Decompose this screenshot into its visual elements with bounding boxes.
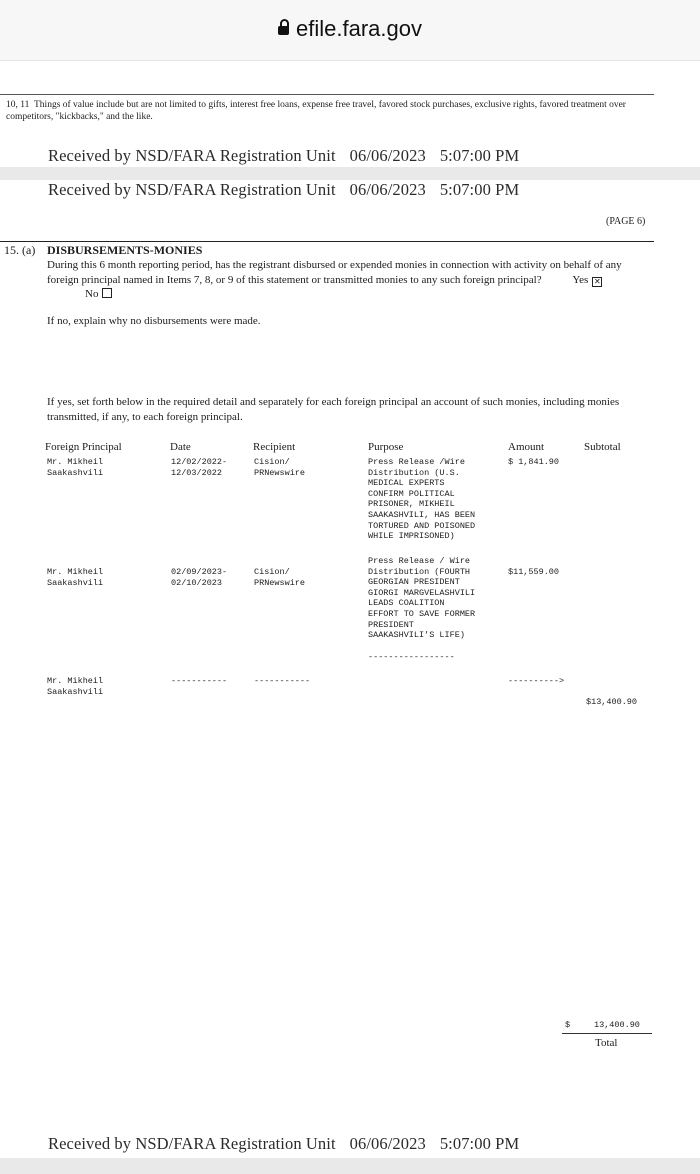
footnote-number: 10, 11 [6,100,30,110]
yes-checkbox[interactable]: ✕ [593,276,601,286]
row1-principal: Mr. Mikheil Saakashvili [47,457,104,478]
row3-amount: ----------> [508,676,565,686]
total-rule [562,1033,652,1034]
row1-recipient: Cision/ PRNewswire [254,457,306,478]
page-gap [0,167,700,180]
section-rule [0,241,654,242]
row2-purpose-rule: ----------------- [368,652,455,662]
col-header-recipient: Recipient [253,441,296,453]
received-stamp: Received by NSD/FARA Registration Unit 06/06/2023 5:07:00 PM [48,146,520,165]
row3-recipient: ----------- [254,676,311,686]
col-header-subtotal: Subtotal [584,441,621,453]
footnote [6,99,661,123]
section-number: 15. (a) [4,243,36,257]
browser-address-bar[interactable] [0,0,700,61]
row2-date: 02/09/2023- 02/10/2023 [171,567,228,588]
row1-purpose: Press Release /Wire Distribution (U.S. MEDICAL EXPERTS CONFIRM POLITICAL PRISONER, MIKHEIL SAAKASHVILI, HAS BEEN TORTURED AND POISONED WHILE IMPRISONED) [368,457,476,542]
col-header-foreign-principal: Foreign Principal [45,441,122,453]
row1-date: 12/02/2022- 12/03/2022 [171,457,228,478]
subtotal-value: $13,400.90 [586,697,638,707]
page-gap [0,1158,700,1174]
total-currency: $ [565,1020,571,1030]
no-checkbox[interactable] [102,288,112,298]
section-question: During this 6 month reporting period, has the registrant disbursed or expended monies in connection with activity on behalf of any foreign principal named in Items 7, 8, or 9 of this statement or transmitted monies to any such foreign principal? Yes ✕ No [47,259,622,300]
col-header-date: Date [170,441,191,453]
footnote-text: Things of value include but are not limited to gifts, interest free loans, expense free travel, favored stock purchases, exclusive rights, favored treatment over competitors, "kickbacks," and the like. [6,100,626,122]
yes-instruction: If yes, set forth below in the required detail and separately for each foreign principal an account of such monies, including monies transmitted, if any, to each foreign principal. [47,396,620,423]
url-text: efile.fara.gov [296,16,422,41]
col-header-amount: Amount [508,441,545,453]
row3-principal: Mr. Mikheil Saakashvili [47,676,104,697]
no-instruction: If no, explain why no disbursements were made. [47,315,261,327]
row1-amount: $ 1,841.90 [508,457,560,467]
row2-purpose: Press Release / Wire Distribution (FOURTH GEORGIAN PRESIDENT GIORGI MARGVELASHVILI LEADS COALITION EFFORT TO SAVE FORMER PRESIDENT SAAKASHVILI'S LIFE) [368,556,476,641]
received-stamp: Received by NSD/FARA Registration Unit 06/06/2023 5:07:00 PM [48,1134,520,1153]
total-label: Total [595,1037,618,1049]
page-label: (PAGE 6) [606,216,646,227]
col-header-purpose: Purpose [368,441,404,453]
row2-recipient: Cision/ PRNewswire [254,567,306,588]
section-title: DISBURSEMENTS-MONIES [47,243,203,257]
row3-date: ----------- [171,676,228,686]
url-display[interactable] [0,16,700,42]
row2-amount: $11,559.00 [508,567,560,577]
total-value: 13,400.90 [594,1020,640,1030]
footnote-rule [0,94,654,95]
lock-icon [278,26,289,35]
received-stamp: Received by NSD/FARA Registration Unit 06/06/2023 5:07:00 PM [48,180,520,199]
row2-principal: Mr. Mikheil Saakashvili [47,567,104,588]
